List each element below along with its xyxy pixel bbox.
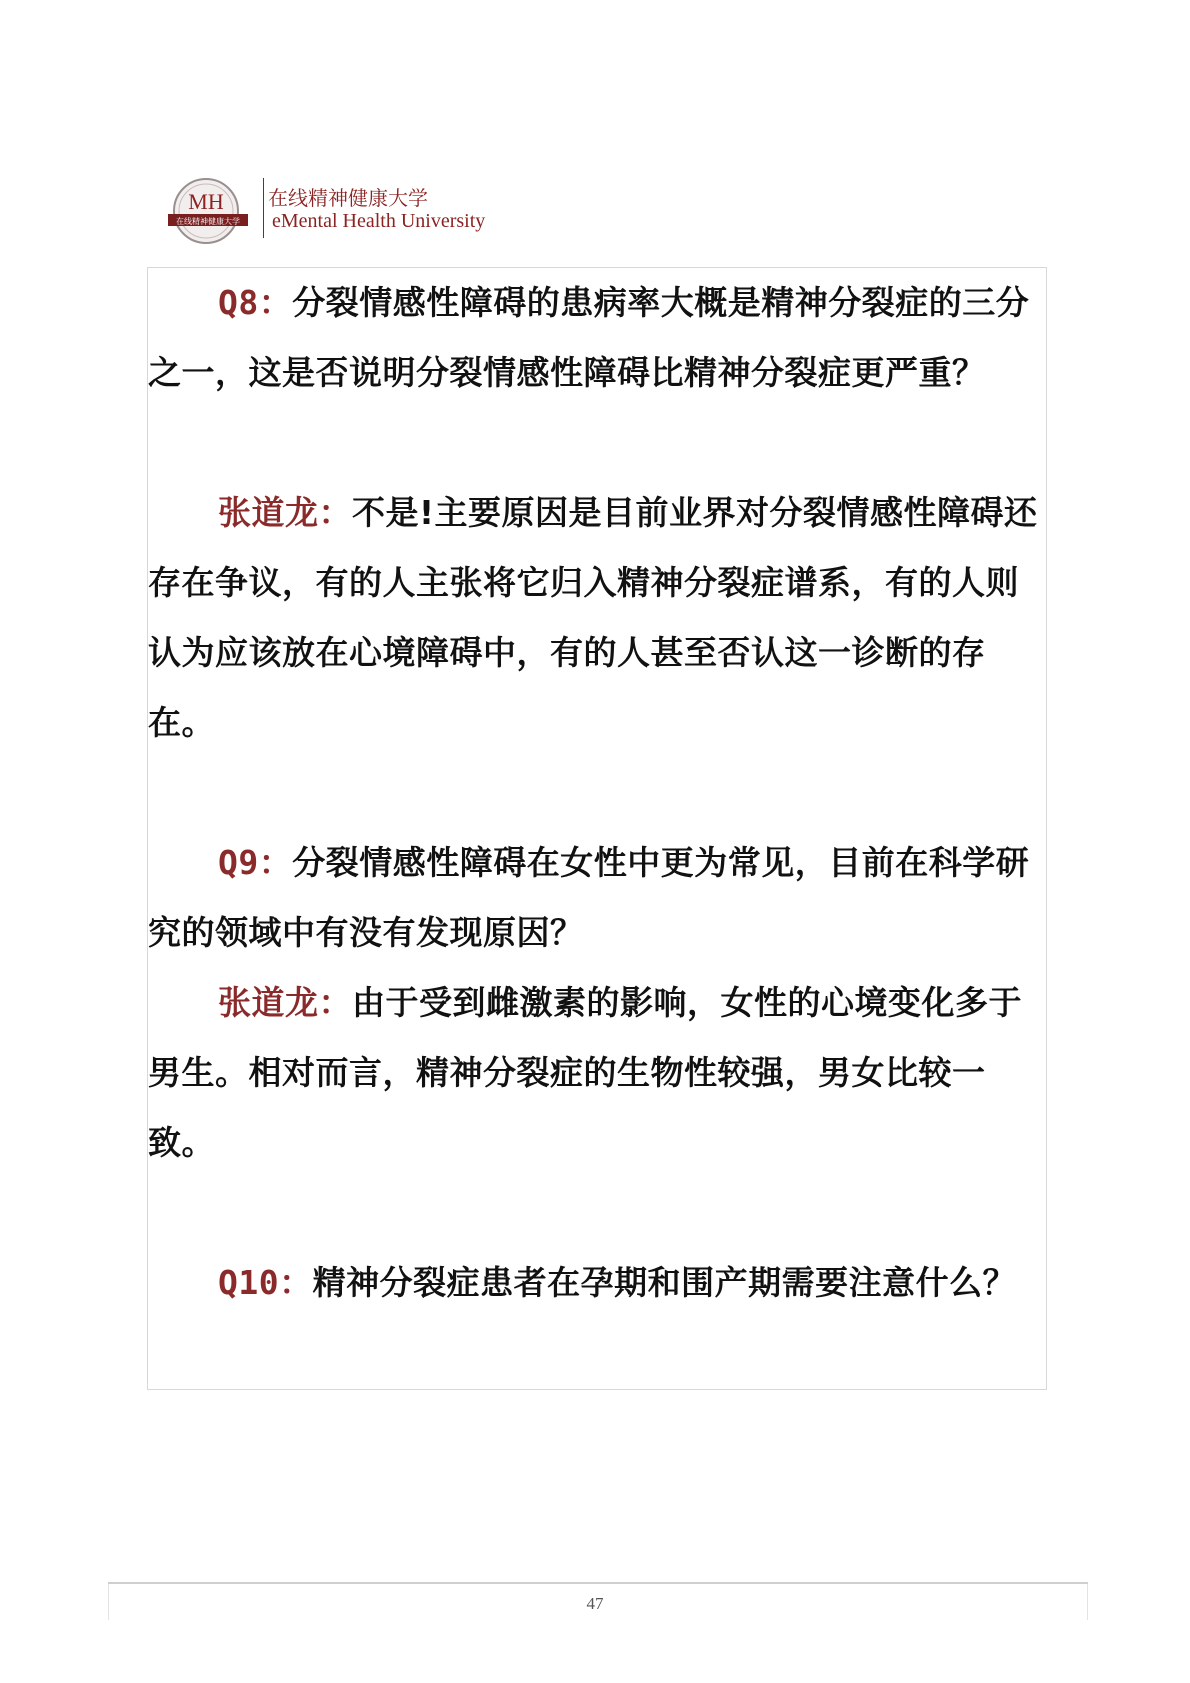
question-text: 精神分裂症患者在孕期和围产期需要注意什么？ <box>312 1263 1017 1302</box>
mh-seal-icon <box>168 176 258 246</box>
logo-title-cn: 在线精神健康大学 <box>268 186 428 210</box>
question-q10 <box>148 1248 1048 1318</box>
question-q9 <box>148 828 1048 968</box>
question-text: 分裂情感性障碍在女性中更为常见，目前在科学研究的领域中有没有发现原因？ <box>148 843 1030 952</box>
logo-monogram: MH <box>188 189 224 214</box>
answer-label: 张道龙： <box>218 983 352 1022</box>
question-label: Q9： <box>218 843 293 882</box>
footer-rule <box>108 1582 1088 1584</box>
answer-label: 张道龙： <box>218 493 352 532</box>
question-label: Q8： <box>218 283 293 322</box>
header-logo <box>168 172 508 252</box>
question-q8 <box>148 268 1048 408</box>
page-number: 47 <box>586 1594 604 1613</box>
question-label: Q10： <box>218 1263 313 1302</box>
logo-title-en: eMental Health University <box>272 210 486 232</box>
qa-content-box <box>147 267 1047 1390</box>
logo-ribbon-text: 在线精神健康大学 <box>176 217 240 226</box>
answer-text: 由于受到雌激素的影响，女性的心境变化多于男生。相对而言，精神分裂症的生物性较强，男女比较一致。 <box>148 983 1022 1162</box>
answer-q8 <box>148 478 1048 758</box>
question-text: 分裂情感性障碍的患病率大概是精神分裂症的三分之一，这是否说明分裂情感性障碍比精神分裂症更严重？ <box>148 283 1030 392</box>
answer-text: 不是!主要原因是目前业界对分裂情感性障碍还存在争议，有的人主张将它归入精神分裂症谱系，有的人则认为应该放在心境障碍中，有的人甚至否认这一诊断的存在。 <box>148 493 1038 742</box>
logo-divider <box>263 178 264 238</box>
answer-q9 <box>148 968 1048 1178</box>
